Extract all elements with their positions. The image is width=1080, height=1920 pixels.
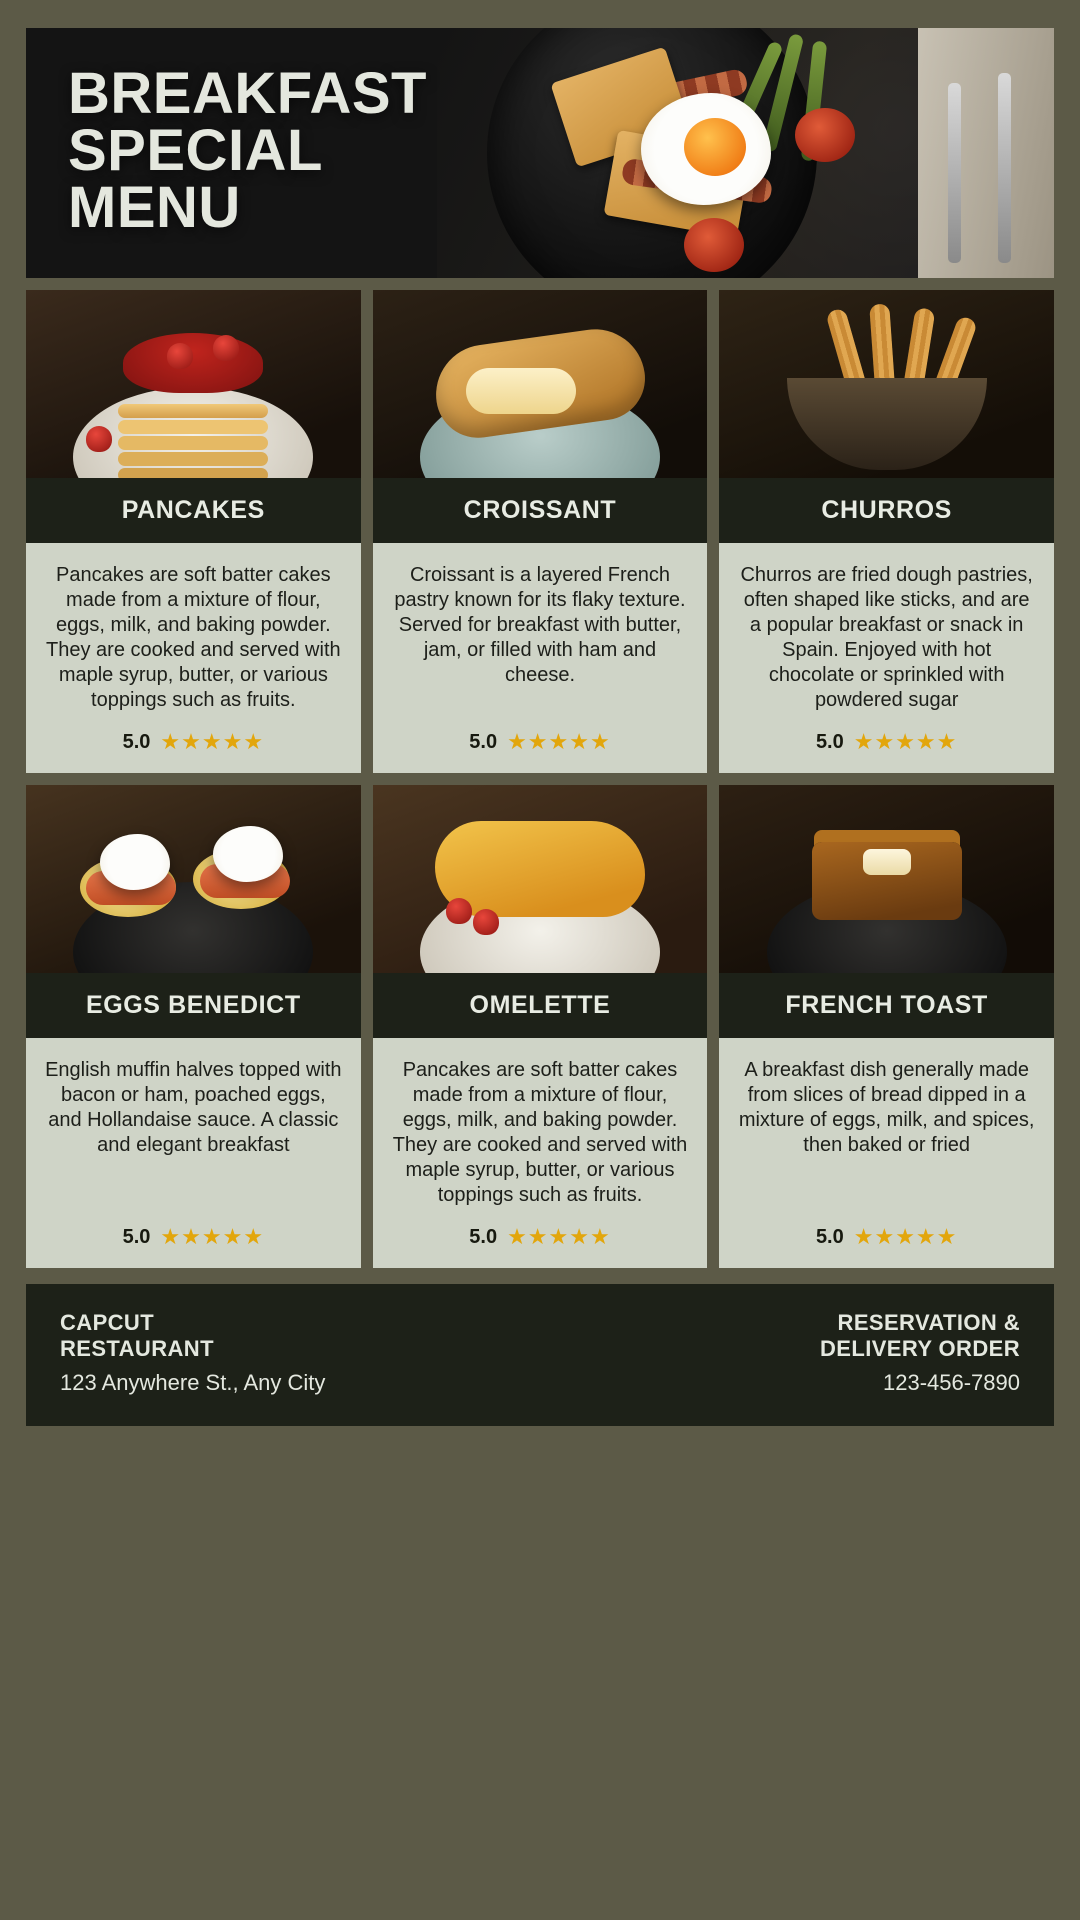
star-icons: ★★★★★	[507, 1224, 611, 1249]
menu-card-omelette	[373, 785, 708, 1268]
pancake-stack	[118, 404, 268, 418]
cream-filling	[466, 368, 576, 414]
fork-icon	[998, 73, 1011, 263]
napkin	[918, 28, 1054, 278]
egg-yolk	[684, 118, 746, 176]
rating-value: 5.0	[122, 730, 151, 753]
rating-value: 5.0	[469, 1225, 498, 1248]
churros-photo	[719, 290, 1054, 478]
rating-value: 5.0	[469, 730, 498, 753]
cta-line-2: DELIVERY ORDER	[820, 1335, 1020, 1361]
poster-footer	[26, 1284, 1054, 1426]
page-title	[68, 61, 427, 240]
rating	[44, 729, 343, 759]
tomato-icon	[446, 898, 472, 924]
menu-card-croissant	[373, 290, 708, 773]
menu-item-name: PANCAKES	[26, 478, 361, 543]
menu-card-body	[719, 1038, 1054, 1268]
omelette-photo	[373, 785, 708, 973]
title-line-2: SPECIAL	[68, 117, 323, 183]
title-line-3: MENU	[68, 174, 241, 240]
rating-value: 5.0	[815, 1225, 844, 1248]
menu-item-description: Pancakes are soft batter cakes made from a mixture of flour, eggs, milk, and baking powder. They are cooked and served with maple syrup, butter, or various toppings such as fruits.	[46, 564, 341, 711]
brand-line-1: CAPCUT	[60, 1310, 155, 1335]
brand-line-2: RESTAURANT	[60, 1335, 214, 1361]
star-icons: ★★★★★	[507, 729, 611, 754]
strawberry-icon	[213, 335, 239, 361]
menu-item-description: Churros are fried dough pastries, often shaped like sticks, and are a popular breakfast or snack in Spain. Enjoyed with hot chocolate or sprinkled with powdered sugar	[740, 564, 1033, 711]
menu-card-body	[373, 543, 708, 773]
menu-grid-row-1	[26, 290, 1054, 773]
eggs-benedict-photo	[26, 785, 361, 973]
menu-item-name: CROISSANT	[373, 478, 708, 543]
star-icons: ★★★★★	[853, 729, 958, 754]
tomato-icon	[473, 909, 499, 935]
menu-card-body	[26, 543, 361, 773]
strawberry-icon	[86, 426, 112, 452]
title-line-1: BREAKFAST	[68, 61, 427, 126]
star-icons: ★★★★★	[853, 1224, 958, 1249]
cta-line-1: RESERVATION &	[837, 1310, 1020, 1335]
star-icons: ★★★★★	[160, 1224, 265, 1249]
bowl-shape	[787, 378, 987, 470]
rating	[737, 729, 1036, 759]
footer-contact	[820, 1310, 1020, 1396]
menu-card-body	[26, 1038, 361, 1268]
rating-value: 5.0	[122, 1225, 151, 1248]
menu-item-description: A breakfast dish generally made from slices of bread dipped in a mixture of eggs, milk, and spices, then baked or fried	[738, 1059, 1035, 1156]
menu-card-french-toast	[719, 785, 1054, 1268]
menu-card-churros	[719, 290, 1054, 773]
poster-header	[26, 28, 1054, 278]
menu-item-description: Pancakes are soft batter cakes made from a mixture of flour, eggs, milk, and baking powder. They are cooked and served with maple syrup, butter, or various toppings such as fruits.	[392, 1059, 688, 1206]
strawberry-syrup	[123, 333, 263, 393]
header-food-photo	[437, 28, 1054, 278]
rating	[737, 1224, 1036, 1254]
menu-item-description: English muffin halves topped with bacon or ham, poached eggs, and Hollandaise sauce. A classic and elegant breakfast	[45, 1059, 342, 1156]
poached-egg	[213, 826, 283, 882]
menu-grid-row-2	[26, 785, 1054, 1268]
menu-item-description: Croissant is a layered French pastry known for its flaky texture. Served for breakfast with butter, jam, or filled with ham and cheese.	[394, 564, 686, 686]
menu-card-eggs-benedict	[26, 785, 361, 1268]
rating-value: 5.0	[815, 730, 844, 753]
footer-brand	[60, 1310, 325, 1396]
croissant-photo	[373, 290, 708, 478]
address: 123 Anywhere St., Any City	[60, 1369, 326, 1395]
menu-item-name: EGGS BENEDICT	[26, 973, 361, 1038]
menu-item-name: OMELETTE	[373, 973, 708, 1038]
menu-card-body	[719, 543, 1054, 773]
strawberry-icon	[167, 343, 193, 369]
menu-item-name: CHURROS	[719, 478, 1054, 543]
menu-card-pancakes	[26, 290, 361, 773]
pancakes-photo	[26, 290, 361, 478]
phone-number[interactable]: 123-456-7890	[882, 1369, 1020, 1395]
rating	[44, 1224, 343, 1254]
butter-pat	[863, 849, 911, 875]
french-toast-photo	[719, 785, 1054, 973]
poached-egg	[100, 834, 170, 890]
tomato-slice	[795, 108, 855, 162]
rating	[391, 729, 690, 759]
menu-card-body	[373, 1038, 708, 1268]
knife-icon	[948, 83, 961, 263]
rating	[391, 1224, 690, 1254]
star-icons: ★★★★★	[160, 729, 265, 754]
menu-item-name: FRENCH TOAST	[719, 973, 1054, 1038]
tomato-slice	[684, 218, 744, 272]
